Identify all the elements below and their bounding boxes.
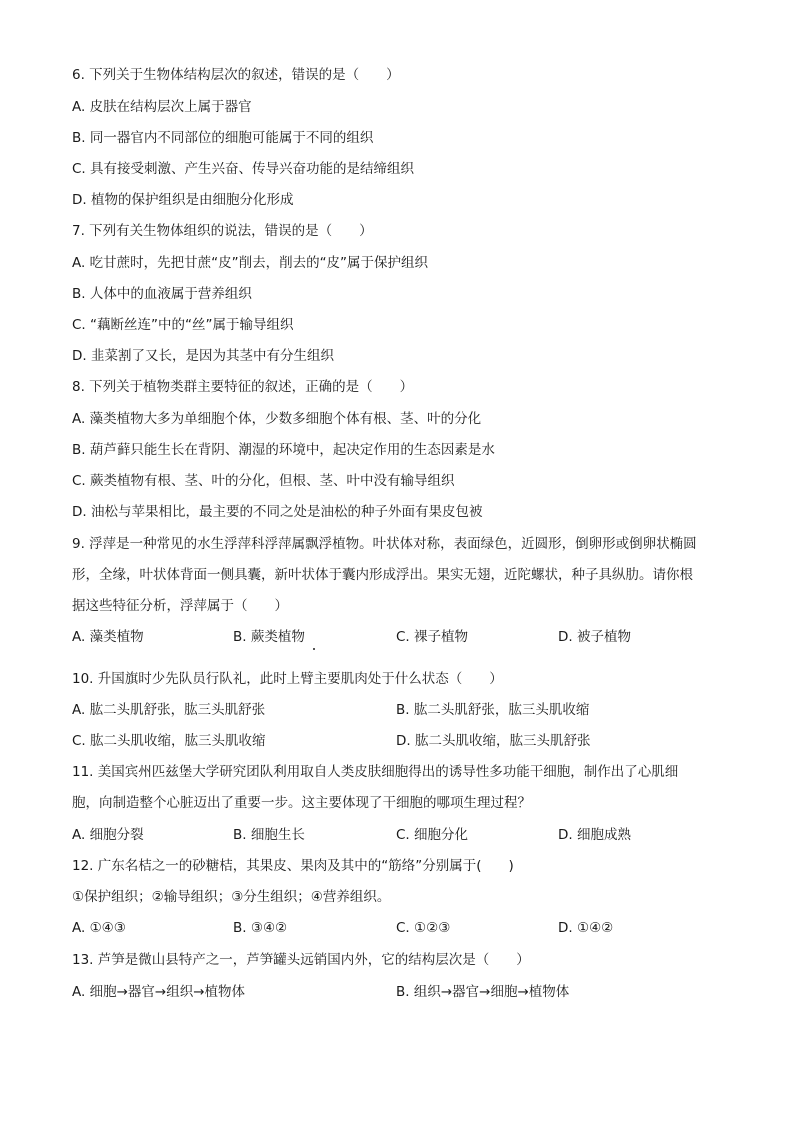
question-7-option-a: A. 吃甘蔗时，先把甘蔗“皮”削去，削去的“皮”属于保护组织 [72,255,429,271]
question-12-option-b: B. ③④② [233,920,288,936]
question-10-options-row-2 [72,731,732,751]
question-8-option-a: A. 藻类植物大多为单细胞个体，少数多细胞个体有根、茎、叶的分化 [72,411,482,427]
question-10-option-c: C. 肱二头肌收缩，肱三头肌收缩 [72,733,266,749]
question-10-option-b: B. 肱二头肌舒张，肱三头肌收缩 [396,702,590,718]
question-8-option-c: C. 蕨类植物有根、茎、叶的分化，但根、茎、叶中没有输导组织 [72,473,455,489]
question-11-option-c: C. 细胞分化 [396,827,469,843]
question-11-stem-line-1: 11. 美国宾州匹兹堡大学研究团队利用取自人类皮肤细胞得出的诱导性多功能干细胞，制作出了心肌细 [72,764,679,780]
question-12-option-d: D. ①④② [558,920,614,936]
question-9-stem-line-1: 9. 浮萍是一种常见的水生浮萍科浮萍属飘浮植物。叶状体对称，表面绿色，近圆形，倒卵形或倒卵状椭圆 [72,536,697,552]
question-8-stem: 8. 下列关于植物类群主要特征的叙述，正确的是（ ） [72,379,414,395]
question-12-option-c: C. ①②③ [396,920,451,936]
question-9-options [72,627,732,647]
question-7-option-d: D. 韭菜割了又长，是因为其茎中有分生组织 [72,348,334,364]
question-7-option-b: B. 人体中的血液属于营养组织 [72,286,252,302]
question-10-stem: 10. 升国旗时少先队员行队礼，此时上臂主要肌肉处于什么状态（ ） [72,671,503,687]
question-10-options-row-1 [72,700,732,720]
question-9-option-a: A. 藻类植物 [72,629,144,645]
question-6-option-a: A. 皮肤在结构层次上属于器官 [72,99,252,115]
question-10-option-a: A. 肱二头肌舒张，肱三头肌舒张 [72,702,266,718]
question-7-stem: 7. 下列有关生物体组织的说法，错误的是（ ） [72,223,373,239]
question-13-option-b: B. 组织→器官→细胞→植物体 [396,984,570,1000]
question-11-option-d: D. 细胞成熟 [558,827,631,843]
question-12-stem-line-1: 12. 广东名桔之一的砂糖桔，其果皮、果肉及其中的“筋络”分别属于( ) [72,858,514,874]
question-11-option-a: A. 细胞分裂 [72,827,144,843]
question-6-option-b: B. 同一器官内不同部位的细胞可能属于不同的组织 [72,130,374,146]
question-12-options [72,918,732,938]
stray-dot [313,648,315,650]
question-12-stem-line-2: ①保护组织；②输导组织；③分生组织；④营养组织。 [72,889,391,905]
question-10-option-d: D. 肱二头肌收缩，肱三头肌舒张 [396,733,591,749]
question-11-options [72,825,732,845]
question-9-option-d: D. 被子植物 [558,629,631,645]
question-7-option-c: C. “藕断丝连”中的“丝”属于输导组织 [72,317,294,333]
question-11-option-b: B. 细胞生长 [233,827,305,843]
question-11-stem-line-2: 胞，向制造整个心脏迈出了重要一步。这主要体现了干细胞的哪项生理过程？ [72,795,531,811]
question-8-option-b: B. 葫芦藓只能生长在背阴、潮湿的环境中，起决定作用的生态因素是水 [72,442,495,458]
question-13-options [72,982,732,1002]
question-9-stem-line-2: 形，全缘，叶状体背面一侧具囊，新叶状体于囊内形成浮出。果实无翅，近陀螺状，种子具纵肋。请你根 [72,567,693,583]
question-13-stem: 13. 芦笋是微山县特产之一，芦笋罐头远销国内外，它的结构层次是（ ） [72,952,530,968]
question-6-stem: 6. 下列关于生物体结构层次的叙述，错误的是（ ） [72,67,400,83]
question-6-option-c: C. 具有接受刺激、产生兴奋、传导兴奋功能的是结缔组织 [72,161,415,177]
question-9-option-b: B. 蕨类植物 [233,629,305,645]
question-13-option-a: A. 细胞→器官→组织→植物体 [72,984,246,1000]
question-8-option-d: D. 油松与苹果相比，最主要的不同之处是油松的种子外面有果皮包被 [72,504,483,520]
question-9-option-c: C. 裸子植物 [396,629,469,645]
question-6-option-d: D. 植物的保护组织是由细胞分化形成 [72,192,294,208]
question-12-option-a: A. ①④③ [72,920,126,936]
question-9-stem-line-3: 据这些特征分析，浮萍属于（ ） [72,598,288,614]
